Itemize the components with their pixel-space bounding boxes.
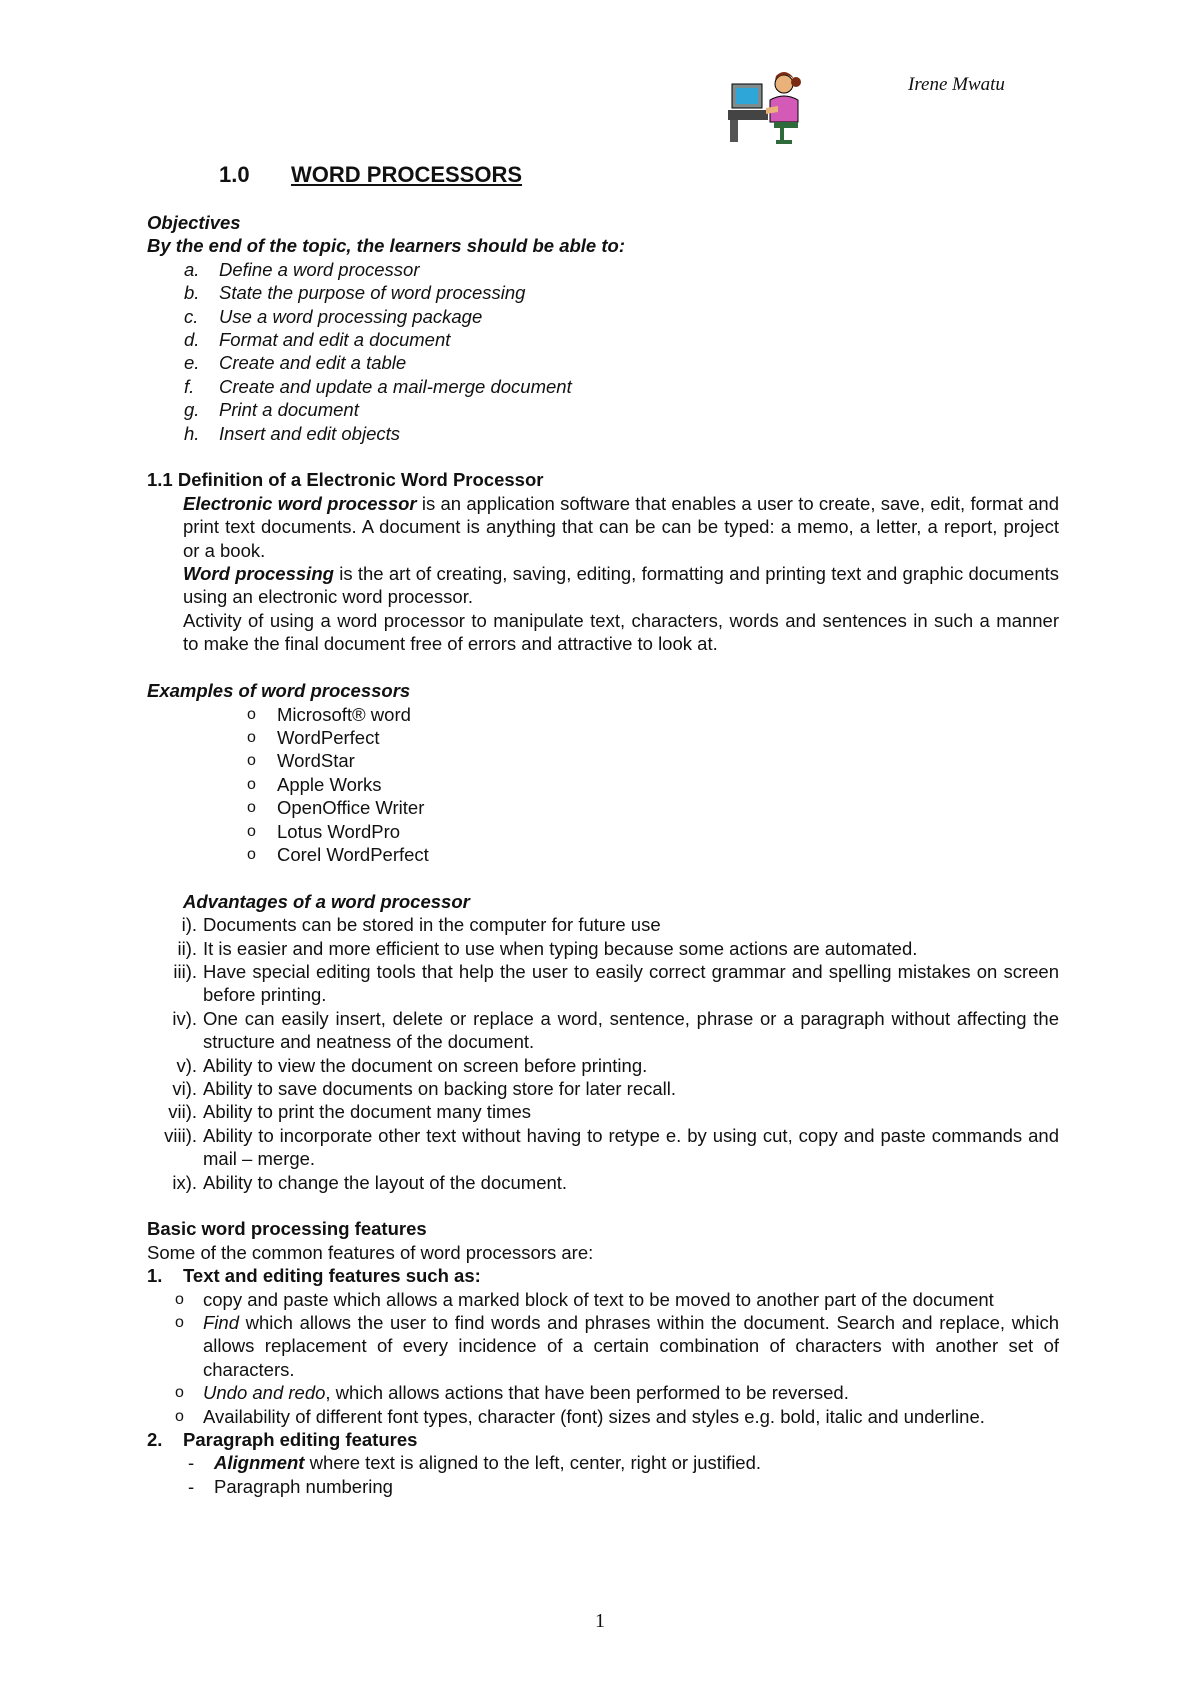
list-item-label: v). (176, 1054, 197, 1076)
bullet-icon: o (175, 1290, 184, 1308)
spacer (147, 866, 1059, 889)
list-item-text: which allows the user to find words and phrases within the document. Search and replace, which allows replacement of every incidence of a certain combination of characters with another set of characters. (203, 1312, 1059, 1380)
section-title: Paragraph editing features (183, 1429, 418, 1451)
features-heading: Basic word processing features (147, 1218, 427, 1240)
list-item (147, 1381, 1059, 1404)
spacer (147, 1194, 1059, 1217)
list-item-text: Documents can be stored in the computer for future use (203, 914, 661, 936)
features-section-1-heading (147, 1264, 1059, 1287)
list-item-text: Ability to change the layout of the document. (203, 1171, 568, 1193)
bullet-icon: o (247, 752, 256, 770)
list-item-label: f. (184, 375, 195, 397)
list-item (147, 375, 1059, 398)
page-title (219, 162, 522, 188)
list-item (147, 913, 1059, 936)
list-item-label: c. (184, 305, 199, 327)
list-item (147, 726, 1059, 749)
features-intro: Some of the common features of word processors are: (147, 1241, 594, 1263)
term-electronic-word-processor: Electronic word processor (183, 492, 417, 514)
bullet-icon: o (247, 845, 256, 863)
term-undo-redo: Undo and redo (203, 1382, 326, 1404)
document-body (147, 211, 1059, 1498)
definition-heading: 1.1 Definition of a Electronic Word Processor (147, 469, 544, 491)
bullet-icon: o (175, 1314, 184, 1332)
dash-icon: - (188, 1475, 195, 1497)
list-item (147, 1288, 1059, 1311)
list-item (147, 1405, 1059, 1428)
list-item-text: Availability of different font types, character (font) sizes and styles e.g. bold, italic and underline. (203, 1405, 985, 1427)
list-item-text: Ability to incorporate other text without having to retype e. by using cut, copy and paste commands and mail – merge. (203, 1124, 1059, 1170)
list-item (147, 258, 1059, 281)
bullet-icon: o (175, 1384, 184, 1402)
list-item-text: One can easily insert, delete or replace a word, sentence, phrase or a paragraph without affecting the structure and neatness of the document. (203, 1007, 1059, 1053)
bullet-icon: o (247, 822, 256, 840)
list-item-text: Paragraph numbering (214, 1475, 393, 1497)
list-item (147, 960, 1059, 1007)
objectives-heading: Objectives (147, 212, 241, 233)
list-item (147, 703, 1059, 726)
title-text: WORD PROCESSORS (291, 162, 523, 187)
list-item (147, 351, 1059, 374)
list-item (147, 749, 1059, 772)
list-item-label: vii). (168, 1101, 197, 1123)
list-item (147, 1171, 1059, 1194)
list-item-text: copy and paste which allows a marked block of text to be moved to another part of the document (203, 1288, 994, 1310)
list-item-label: viii). (164, 1124, 197, 1146)
list-item-label: iv). (172, 1007, 197, 1029)
list-item-text: OpenOffice Writer (277, 797, 425, 819)
list-item (147, 1100, 1059, 1123)
list-item (147, 937, 1059, 960)
list-item (147, 1007, 1059, 1054)
list-item (147, 328, 1059, 351)
spacer (147, 445, 1059, 468)
list-item-label: d. (184, 329, 200, 351)
list-item-text: Ability to view the document on screen before printing. (203, 1054, 648, 1076)
list-item (147, 796, 1059, 819)
list-item-text: Ability to print the document many times (203, 1101, 532, 1123)
bullet-icon: o (247, 728, 256, 746)
advantages-heading: Advantages of a word processor (183, 890, 470, 912)
list-item-text: Create and update a mail-merge document (219, 375, 572, 397)
list-item (147, 398, 1059, 421)
bullet-icon: o (175, 1407, 184, 1425)
list-item (147, 773, 1059, 796)
features-section-2-heading (147, 1428, 1059, 1451)
list-item-text: Ability to save documents on backing store for later recall. (203, 1077, 677, 1099)
bullet-icon: o (247, 775, 256, 793)
term-word-processing: Word processing (183, 563, 334, 585)
list-item (147, 1124, 1059, 1171)
term-alignment: Alignment (214, 1452, 305, 1474)
list-item-label: iii). (173, 960, 197, 982)
list-item (147, 1054, 1059, 1077)
definition-text-1: is an application software that enables a user to create, save, edit, format and print text documents. A document is anything that can be can be typed: a memo, a letter, a report, project or a book. (183, 492, 1060, 561)
list-item-text: Corel WordPerfect (277, 843, 429, 865)
title-number: 1.0 (219, 162, 250, 187)
list-item-label: b. (184, 282, 200, 304)
list-item-text: Print a document (219, 399, 359, 421)
list-item-text: Microsoft® word (277, 703, 411, 725)
list-item (147, 1451, 1059, 1474)
list-item (147, 305, 1059, 328)
bullet-icon: o (247, 705, 256, 723)
author-name: Irene Mwatu (908, 74, 1005, 95)
section-number: 1. (147, 1265, 163, 1287)
list-item (147, 422, 1059, 445)
page-number: 1 (595, 1610, 605, 1632)
list-item-text: Have special editing tools that help the user to easily correct grammar and spelling mistakes on screen before printing. (203, 960, 1059, 1006)
list-item (147, 1077, 1059, 1100)
list-item-text: Define a word processor (219, 258, 420, 280)
list-item-label: h. (184, 422, 200, 444)
list-item-label: e. (184, 352, 200, 374)
list-item-text: Create and edit a table (219, 352, 407, 374)
definition-paragraph-2 (147, 562, 1059, 609)
examples-list (147, 703, 1059, 867)
list-item (147, 820, 1059, 843)
list-item-text: where text is aligned to the left, center, right or justified. (304, 1452, 762, 1474)
definition-paragraph-1 (147, 492, 1059, 562)
list-item-text: It is easier and more efficient to use when typing because some actions are automated. (203, 937, 918, 959)
objectives-list (147, 258, 1059, 445)
list-item (147, 281, 1059, 304)
list-item-text: Lotus WordPro (277, 820, 401, 842)
objectives-intro: By the end of the topic, the learners should be able to: (147, 235, 625, 257)
bullet-icon: o (247, 799, 256, 817)
definition-paragraph-3: Activity of using a word processor to manipulate text, characters, words and sentences in such a manner to make the final document free of errors and attractive to look at. (183, 609, 1059, 655)
list-item-text: WordPerfect (277, 726, 380, 748)
list-item (147, 1311, 1059, 1381)
list-item-text: , which allows actions that have been performed to be reversed. (325, 1382, 849, 1404)
list-item-text: State the purpose of word processing (219, 282, 526, 304)
examples-heading: Examples of word processors (147, 680, 411, 702)
list-item-text: Apple Works (277, 773, 382, 795)
list-item-label: i). (181, 914, 197, 936)
list-item (147, 843, 1059, 866)
list-item-text: WordStar (277, 750, 355, 772)
list-item-label: ii). (177, 937, 197, 959)
list-item-label: a. (184, 258, 200, 280)
list-item-label: g. (184, 399, 200, 421)
list-item-text: Insert and edit objects (219, 422, 400, 444)
list-item-label: vi). (172, 1077, 197, 1099)
list-item-text: Use a word processing package (219, 305, 483, 327)
list-item (147, 1475, 1059, 1498)
advantages-list (147, 913, 1059, 1194)
list-item-label: ix). (172, 1171, 197, 1193)
spacer (147, 656, 1059, 679)
list-item-text: Format and edit a document (219, 329, 451, 351)
section-title: Text and editing features such as: (183, 1265, 481, 1287)
definition-text-2: is the art of creating, saving, editing, formatting and printing text and graphic documents using an electronic word processor. (183, 563, 1060, 608)
section-number: 2. (147, 1429, 163, 1451)
dash-icon: - (188, 1452, 195, 1474)
person-at-computer-clipart (726, 70, 806, 146)
term-find: Find (203, 1312, 239, 1334)
